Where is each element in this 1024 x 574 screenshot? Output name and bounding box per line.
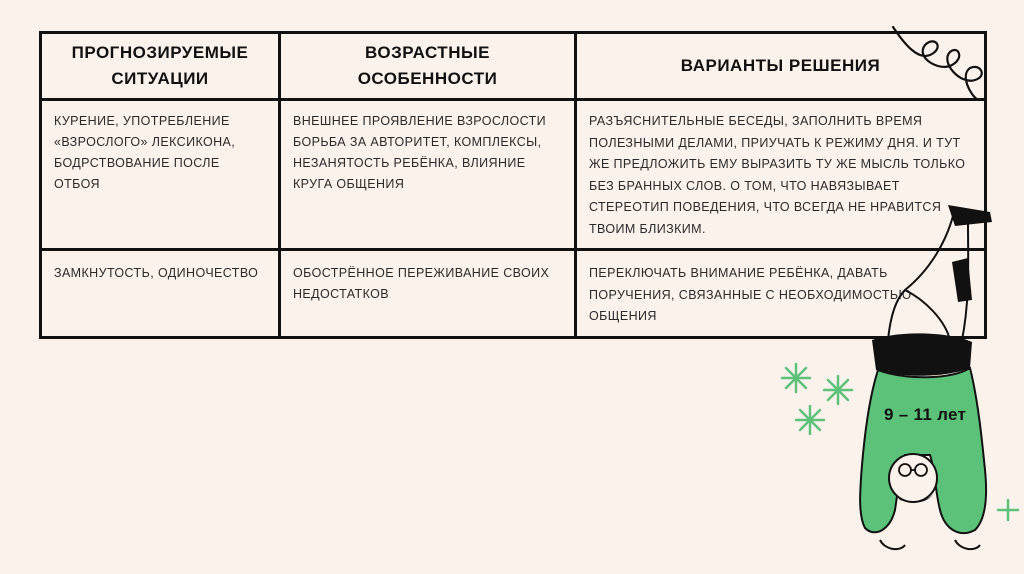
- age-label: 9 – 11 лет: [884, 405, 967, 424]
- sparkle-icon: [782, 364, 810, 392]
- cell-solution: ПЕРЕКЛЮЧАТЬ ВНИМАНИЕ РЕБЁНКА, ДАВАТЬ ПОРУЧЕНИЯ, СВЯЗАННЫЕ С НЕОБХОДИМОСТЬЮ ОБЩЕНИЯ: [576, 250, 986, 338]
- cell-situation: КУРЕНИЕ, УПОТРЕБЛЕНИЕ «ВЗРОСЛОГО» ЛЕКСИКОНА, БОДРСТВОВАНИЕ ПОСЛЕ ОТБОЯ: [41, 100, 280, 250]
- squiggle-doodle: [893, 27, 982, 100]
- sparkle-icon: [998, 500, 1018, 520]
- sparkle-icon: [824, 376, 852, 404]
- header-age-features: ВОЗРАСТНЫЕ ОСОБЕННОСТИ: [280, 33, 576, 100]
- sparkle-icon: [796, 406, 824, 434]
- cell-features: ОБОСТРЁННОЕ ПЕРЕЖИВАНИЕ СВОИХ НЕДОСТАТКОВ: [280, 250, 576, 338]
- header-solutions: ВАРИАНТЫ РЕШЕНИЯ: [576, 33, 986, 100]
- cell-solution: РАЗЪЯСНИТЕЛЬНЫЕ БЕСЕДЫ, ЗАПОЛНИТЬ ВРЕМЯ ПОЛЕЗНЫМИ ДЕЛАМИ, ПРИУЧАТЬ К РЕЖИМУ ДНЯ. И ТУТ ЖЕ ПРЕДЛОЖИТЬ ЕМУ ВЫРАЗИТЬ ТУ ЖЕ МЫСЛЬ ТОЛЬКО БЕЗ БРАННЫХ СЛОВ. О ТОМ, ЧТО НАВЯЗЫВАЕТ СТЕРЕОТИП ПОВЕДЕНИЯ, ЧТО ВСЕГДА НЕ НРАВИТСЯ ТВОИМ БЛИЗКИМ.: [576, 100, 986, 250]
- cell-situation: ЗАМКНУТОСТЬ, ОДИНОЧЕСТВО: [41, 250, 280, 338]
- header-situations: ПРОГНОЗИРУЕМЫЕ СИТУАЦИИ: [41, 33, 280, 100]
- cell-features: ВНЕШНЕЕ ПРОЯВЛЕНИЕ ВЗРОСЛОСТИ БОРЬБА ЗА АВТОРИТЕТ, КОМПЛЕКСЫ, НЕЗАНЯТОСТЬ РЕБЁНКА, ВЛИЯНИЕ КРУГА ОБЩЕНИЯ: [280, 100, 576, 250]
- child-handstand-illustration: [860, 205, 992, 549]
